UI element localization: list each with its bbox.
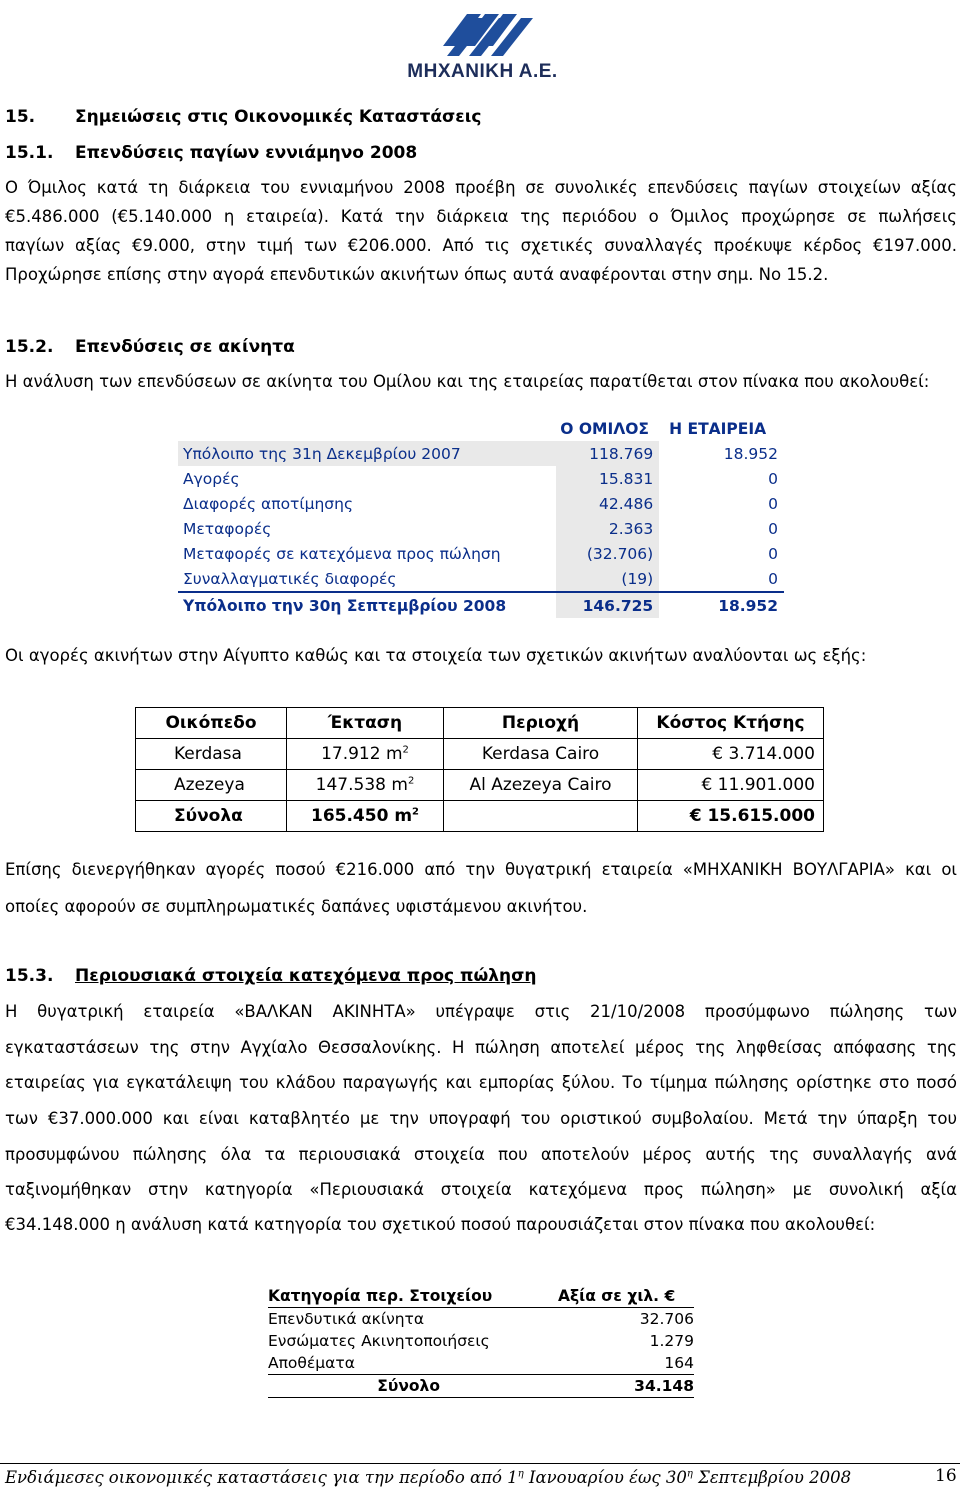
- row-label: Επενδυτικά ακίνητα: [268, 1310, 425, 1328]
- section-title: Επενδύσεις παγίων εννιάμηνο 2008: [75, 143, 418, 163]
- row-value: 164: [664, 1354, 694, 1372]
- paragraph-1-line-1: Ο Όμιλος κατά τη διάρκεια του εννιαμήνου 2008 προέβη σε συνολικές επενδύσεις παγίων στοιχείων αξίας: [5, 178, 957, 197]
- total-label: Σύνολα: [136, 801, 287, 832]
- paragraph-1-line-3: παγίων αξίας €9.000, στην τιμή των €206.000. Από τις σχετικές συναλλαγές προέκυψε κέρδος €197.000.: [5, 236, 957, 255]
- area-value: 147.538 m: [315, 775, 408, 795]
- table-total-row: [136, 801, 824, 832]
- paragraph-5-line-1: Η θυγατρική εταιρεία «ΒΑΛΚΑΝ ΑΚΙΝΗΤΑ» υπέγραψε στις 21/10/2008 προσύμφωνο πώλησης των: [5, 1002, 957, 1021]
- row-label: Αγορές: [183, 469, 240, 488]
- paragraph-4-line-2: οποίες αφορούν σε συμπληρωματικές δαπάνες υφιστάμενου ακινήτου.: [5, 897, 588, 916]
- paragraph-5-line-3: εταιρείας για εγκατάλειψη του κλάδου παραγωγής και εμπορίας ξύλου. Το τίμημα πώλησης ορίστηκε στο ποσό: [5, 1073, 957, 1092]
- cell-region: Kerdasa Cairo: [444, 739, 638, 770]
- footer-sup-2: η: [686, 1468, 693, 1480]
- row-label: Συναλλαγματικές διαφορές: [183, 569, 397, 588]
- row-value: 1.279: [649, 1332, 694, 1350]
- cell-region: Al Azezeya Cairo: [444, 770, 638, 801]
- section-title: Περιουσιακά στοιχεία κατεχόμενα προς πώληση: [75, 966, 537, 986]
- row-company-value: 0: [768, 494, 779, 513]
- row-label: Μεταφορές: [183, 519, 272, 538]
- section-15-2-heading: [5, 337, 295, 357]
- table-row: [178, 466, 784, 491]
- table-row: [178, 491, 784, 516]
- header-value: Αξία σε χιλ. €: [558, 1287, 676, 1305]
- header-cost: Κόστος Κτήσης: [638, 708, 824, 739]
- table-row: [268, 1330, 694, 1352]
- footer-divider: [0, 1463, 960, 1464]
- row-company-value: 0: [768, 569, 779, 588]
- company-logo: [385, 6, 580, 82]
- table-header-row: [178, 416, 784, 441]
- total-area-value: 165.450 m: [310, 806, 413, 826]
- total-label: Σύνολο: [377, 1377, 440, 1395]
- table-row: [178, 541, 784, 566]
- row-company-value: 0: [768, 519, 779, 538]
- row-company-value: 0: [768, 469, 779, 488]
- paragraph-5-line-7: €34.148.000 η ανάλυση κατά κατηγορία του σχετικού ποσού παρουσιάζεται στον πίνακα που ακολουθεί:: [5, 1215, 876, 1234]
- footer-sup-1: η: [517, 1468, 524, 1480]
- area-unit-sup: 2: [412, 806, 420, 818]
- total-value: 34.148: [634, 1377, 694, 1395]
- held-for-sale-table: [268, 1285, 694, 1398]
- table-row: [178, 441, 784, 466]
- land-purchases-table: [135, 707, 824, 832]
- investment-property-table: [178, 416, 784, 618]
- paragraph-3: Οι αγορές ακινήτων στην Αίγυπτο καθώς και τα στοιχεία των σχετικών ακινήτων αναλύονται ως εξής:: [5, 646, 867, 665]
- area-value: 17.912 m: [321, 744, 403, 764]
- footer-mid: Ιανουαρίου έως 30: [523, 1468, 687, 1487]
- row-label: Διαφορές αποτίμησης: [183, 494, 354, 513]
- logo-mark-icon: [385, 6, 580, 62]
- table-row: [178, 516, 784, 541]
- row-company-value: 0: [768, 544, 779, 563]
- row-group-value: 118.769: [556, 441, 659, 466]
- paragraph-5-line-4: των €37.000.000 και είναι καταβλητέο με την υπογραφή του οριστικού συμβολαίου. Μετά την ύπαρξη του: [5, 1109, 957, 1128]
- cell-cost: € 11.901.000: [638, 770, 824, 801]
- total-group-value: 146.725: [556, 593, 659, 618]
- cell-area: [287, 770, 444, 801]
- cell-plot: Azezeya: [136, 770, 287, 801]
- page-number: 16: [935, 1466, 957, 1486]
- table-total-row: [268, 1374, 694, 1398]
- section-number: 15.1.: [5, 143, 54, 163]
- cell-plot: Kerdasa: [136, 739, 287, 770]
- table-header-row: [136, 708, 824, 739]
- row-label: Υπόλοιπο της 31η Δεκεμβρίου 2007: [178, 441, 556, 466]
- header-company: Η ΕΤΑΙΡΕΙΑ: [669, 419, 767, 438]
- total-company-value: 18.952: [718, 596, 779, 615]
- header-region: Περιοχή: [444, 708, 638, 739]
- section-number: 15.: [5, 107, 36, 127]
- row-group-value: (19): [556, 566, 659, 591]
- row-group-value: 2.363: [556, 516, 659, 541]
- paragraph-1-line-4: Προχώρησε επίσης στην αγορά επενδυτικών ακινήτων όπως αυτά αναφέρονται στην σημ. Νο 15.2.: [5, 265, 829, 284]
- paragraph-5-line-5: προσυμφώνου πώλησης όλα τα περιουσιακά στοιχεία που αποτελούν μέρος αυτής της συναλλαγής ανά: [5, 1145, 957, 1164]
- row-label: Ενσώματες Ακινητοποιήσεις: [268, 1332, 490, 1350]
- section-number: 15.3.: [5, 966, 54, 986]
- header-plot: Οικόπεδο: [136, 708, 287, 739]
- row-company-value: 18.952: [723, 444, 779, 463]
- area-unit-sup: 2: [402, 744, 409, 756]
- row-label: Αποθέματα: [268, 1354, 355, 1372]
- table-header-row: [268, 1285, 694, 1308]
- row-group-value: (32.706): [556, 541, 659, 566]
- paragraph-5-line-6: ταξινομήθηκαν στην κατηγορία «Περιουσιακά στοιχεία κατεχόμενα προς πώληση» με συνολική αξία: [5, 1180, 957, 1199]
- section-title: Σημειώσεις στις Οικονομικές Καταστάσεις: [75, 107, 482, 127]
- table-row: [136, 770, 824, 801]
- header-area: Έκταση: [287, 708, 444, 739]
- footer-pre: Ενδιάμεσες οικονομικές καταστάσεις για την περίοδο από 1: [5, 1468, 518, 1487]
- total-area: [287, 801, 444, 832]
- cell-area: [287, 739, 444, 770]
- section-15-1-heading: [5, 143, 417, 163]
- table-row: [268, 1308, 694, 1330]
- paragraph-4-line-1: Επίσης διενεργήθηκαν αγορές ποσού €216.000 από την θυγατρική εταιρεία «ΜΗΧΑΝΙΚΗ ΒΟΥΛΓΑΡΙΑ» και οι: [5, 860, 957, 879]
- paragraph-1-line-2: €5.486.000 (€5.140.000 η εταιρεία). Κατά την διάρκεια της περιόδου ο Όμιλος προχώρησε σε πωλήσεις: [5, 207, 957, 226]
- footer-text: [5, 1468, 851, 1487]
- total-label: Υπόλοιπο την 30η Σεπτεμβρίου 2008: [183, 596, 507, 615]
- total-region-empty: [444, 801, 638, 832]
- section-15-heading: [5, 107, 481, 127]
- row-value: 32.706: [639, 1310, 694, 1328]
- header-category: Κατηγορία περ. Στοιχείου: [268, 1287, 493, 1305]
- paragraph-5-line-2: εγκαταστάσεων της στην Αγχίαλο Θεσσαλονίκης. Η πώληση αποτελεί μέρος της ληφθείσας απόφασης της: [5, 1038, 957, 1057]
- table-row: [178, 566, 784, 591]
- cell-cost: € 3.714.000: [638, 739, 824, 770]
- section-number: 15.2.: [5, 337, 54, 357]
- area-unit-sup: 2: [407, 775, 415, 787]
- table-total-row: [178, 591, 784, 618]
- section-15-3-heading: [5, 966, 536, 986]
- footer-post: Σεπτεμβρίου 2008: [692, 1468, 852, 1487]
- logo-text: ΜΗΧΑΝΙΚΗ Α.Ε.: [407, 61, 558, 82]
- row-group-value: 42.486: [556, 491, 659, 516]
- row-group-value: 15.831: [556, 466, 659, 491]
- header-group: Ο ΟΜΙΛΟΣ: [556, 416, 659, 441]
- row-label: Μεταφορές σε κατεχόμενα προς πώληση: [183, 544, 501, 563]
- table-row: [268, 1352, 694, 1374]
- paragraph-2: Η ανάλυση των επενδύσεων σε ακίνητα του Ομίλου και της εταιρείας παρατίθεται στον πίνακα που ακολουθεί:: [5, 372, 930, 391]
- section-title: Επενδύσεις σε ακίνητα: [75, 337, 295, 357]
- table-row: [136, 739, 824, 770]
- total-cost: € 15.615.000: [638, 801, 824, 832]
